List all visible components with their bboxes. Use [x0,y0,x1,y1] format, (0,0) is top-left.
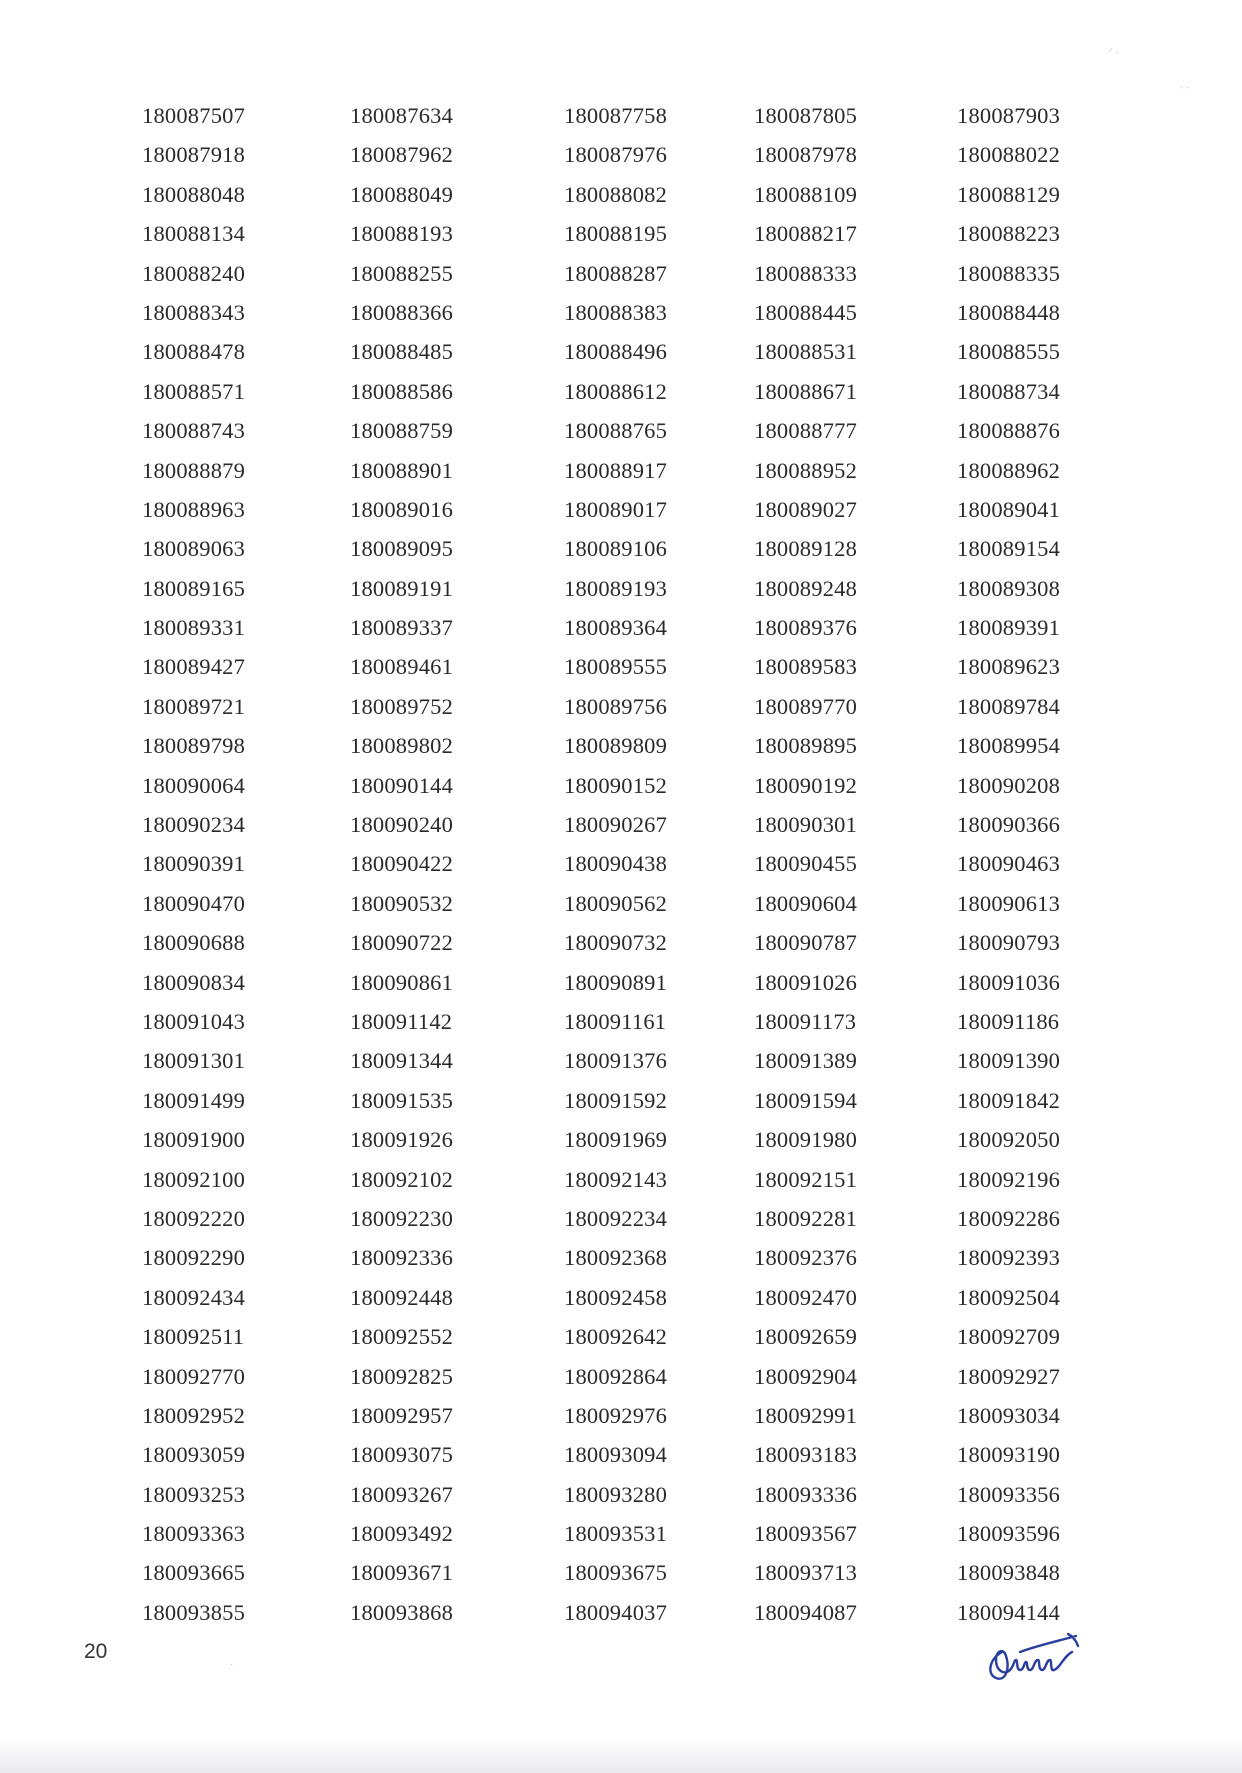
roll-number-cell: 180088048 [142,181,246,207]
roll-number-cell: 180090438 [564,851,668,877]
roll-number-cell: 180093713 [754,1560,858,1586]
roll-number-cell: 180088255 [350,260,454,286]
roll-number-cell: 180088555 [957,339,1061,365]
roll-number-cell: 180089016 [350,496,454,522]
roll-number-cell: 180090240 [350,812,454,838]
roll-number-row [0,451,1242,490]
roll-number-cell: 180093855 [142,1599,246,1625]
roll-number-cell: 180090144 [350,772,454,798]
roll-number-cell: 180088876 [957,418,1061,444]
roll-number-row [0,766,1242,805]
roll-number-cell: 180092904 [754,1363,858,1389]
roll-number-row [0,175,1242,214]
roll-number-cell: 180092336 [350,1245,454,1271]
roll-number-cell: 180092434 [142,1284,246,1310]
roll-number-row [0,884,1242,923]
roll-number-row [0,726,1242,765]
roll-number-cell: 180093363 [142,1521,246,1547]
roll-number-cell: 180093034 [957,1402,1061,1428]
roll-number-cell: 180090834 [142,969,246,995]
roll-number-cell: 180089337 [350,615,454,641]
roll-number-cell: 180093868 [350,1599,454,1625]
roll-number-cell: 180091142 [350,1008,453,1034]
roll-number-cell: 180091186 [957,1008,1060,1034]
roll-number-cell: 180088765 [564,418,668,444]
roll-number-cell: 180094037 [564,1599,668,1625]
roll-number-cell: 180090366 [957,812,1061,838]
roll-number-cell: 180090455 [754,851,858,877]
roll-number-row [0,1160,1242,1199]
roll-number-cell: 180092470 [754,1284,858,1310]
roll-number-cell: 180092825 [350,1363,454,1389]
roll-number-cell: 180092991 [754,1402,858,1428]
roll-number-row [0,1357,1242,1396]
roll-number-cell: 180087978 [754,142,858,168]
roll-number-cell: 180088571 [142,378,246,404]
roll-number-cell: 180092976 [564,1402,668,1428]
roll-number-cell: 180089364 [564,615,668,641]
roll-number-cell: 180088134 [142,221,246,247]
roll-number-cell: 180090463 [957,851,1061,877]
roll-number-cell: 180091036 [957,969,1061,995]
roll-number-cell: 180093356 [957,1481,1061,1507]
roll-number-cell: 180092927 [957,1363,1061,1389]
roll-number-row [0,293,1242,332]
roll-number-cell: 180089154 [957,536,1061,562]
roll-number-cell: 180088485 [350,339,454,365]
roll-number-cell: 180089331 [142,615,246,641]
roll-number-row [0,411,1242,450]
roll-number-cell: 180090064 [142,772,246,798]
roll-number-cell: 180092659 [754,1324,858,1350]
roll-number-cell: 180091043 [142,1008,246,1034]
roll-number-row [0,923,1242,962]
roll-number-cell: 180088366 [350,299,454,325]
roll-number-cell: 180088240 [142,260,246,286]
roll-number-cell: 180093665 [142,1560,246,1586]
roll-number-row [0,1081,1242,1120]
roll-number-cell: 180090532 [350,890,454,916]
roll-number-cell: 180092196 [957,1166,1061,1192]
scan-speck: ⸝ ˏ [1108,43,1119,54]
roll-number-cell: 180088049 [350,181,454,207]
roll-number-row [0,1514,1242,1553]
roll-number-row [0,214,1242,253]
roll-number-cell: 180093675 [564,1560,668,1586]
roll-number-cell: 180093183 [754,1442,858,1468]
roll-number-cell: 180092458 [564,1284,668,1310]
roll-number-cell: 180087634 [350,103,454,128]
roll-number-row [0,963,1242,1002]
roll-number-cell: 180088082 [564,181,668,207]
scan-speck: · [230,1660,234,1671]
roll-number-cell: 180089895 [754,733,858,759]
roll-number-cell: 180088962 [957,457,1061,483]
roll-number-cell: 180088478 [142,339,246,365]
roll-number-row [0,844,1242,883]
roll-number-cell: 180092102 [350,1166,454,1192]
roll-number-cell: 180092511 [142,1324,245,1350]
roll-number-row [0,687,1242,726]
roll-number-cell: 180093059 [142,1442,246,1468]
roll-number-row [0,135,1242,174]
signature-icon [980,1630,1090,1690]
roll-number-cell: 180088531 [754,339,858,365]
roll-number-cell: 180088022 [957,142,1061,168]
roll-number-cell: 180090861 [350,969,454,995]
roll-number-cell: 180091926 [350,1127,454,1153]
roll-number-cell: 180088383 [564,299,668,325]
roll-number-cell: 180087903 [957,103,1061,128]
roll-number-cell: 180087507 [142,103,246,128]
roll-number-row [0,1238,1242,1277]
roll-number-cell: 180089583 [754,654,858,680]
roll-number-cell: 180089041 [957,496,1061,522]
roll-number-cell: 180090562 [564,890,668,916]
roll-number-cell: 180090192 [754,772,858,798]
roll-number-cell: 180089095 [350,536,454,562]
roll-number-cell: 180093094 [564,1442,668,1468]
roll-number-cell: 180092642 [564,1324,668,1350]
roll-number-cell: 180089308 [957,575,1061,601]
roll-number-cell: 180091344 [350,1048,454,1074]
roll-number-cell: 180092151 [754,1166,858,1192]
roll-number-cell: 180092952 [142,1402,246,1428]
roll-number-cell: 180091301 [142,1048,246,1074]
roll-number-row [0,490,1242,529]
roll-number-cell: 180087976 [564,142,668,168]
roll-number-row [0,529,1242,568]
roll-number-cell: 180093336 [754,1481,858,1507]
roll-number-cell: 180090688 [142,930,246,956]
roll-number-cell: 180089391 [957,615,1061,641]
roll-number-cell: 180092393 [957,1245,1061,1271]
roll-number-cell: 180092448 [350,1284,454,1310]
roll-number-cell: 180090604 [754,890,858,916]
roll-number-cell: 180092504 [957,1284,1061,1310]
roll-number-cell: 180089193 [564,575,668,601]
roll-number-cell: 180088193 [350,221,454,247]
roll-number-cell: 180089954 [957,733,1061,759]
roll-number-cell: 180088901 [350,457,454,483]
roll-number-cell: 180088612 [564,378,668,404]
roll-number-cell: 180090152 [564,772,668,798]
roll-number-cell: 180090267 [564,812,668,838]
roll-number-cell: 180092220 [142,1205,246,1231]
roll-number-cell: 180090470 [142,890,246,916]
roll-number-row [0,1475,1242,1514]
roll-number-cell: 180088743 [142,418,246,444]
roll-number-cell: 180092100 [142,1166,246,1192]
roll-number-cell: 180092286 [957,1205,1061,1231]
roll-number-cell: 180093075 [350,1442,454,1468]
roll-number-cell: 180092770 [142,1363,246,1389]
roll-number-cell: 180092234 [564,1205,668,1231]
roll-number-cell: 180092281 [754,1205,858,1231]
roll-number-cell: 180093253 [142,1481,246,1507]
roll-number-cell: 180093671 [350,1560,454,1586]
roll-number-cell: 180091161 [564,1008,667,1034]
scan-edge-shadow [0,1739,1242,1773]
roll-number-cell: 180090787 [754,930,858,956]
roll-number-cell: 180089555 [564,654,668,680]
roll-number-cell: 180088496 [564,339,668,365]
roll-number-cell: 180089461 [350,654,454,680]
roll-number-cell: 180089191 [350,575,454,601]
roll-number-row [0,1553,1242,1592]
roll-number-row [0,1317,1242,1356]
roll-number-cell: 180091026 [754,969,858,995]
roll-number-cell: 180093492 [350,1521,454,1547]
roll-number-cell: 180092050 [957,1127,1061,1153]
roll-number-cell: 180090208 [957,772,1061,798]
roll-number-cell: 180089128 [754,536,858,562]
roll-number-cell: 180090234 [142,812,246,838]
roll-number-cell: 180090613 [957,890,1061,916]
roll-number-cell: 180091389 [754,1048,858,1074]
page-number: 20 [84,1640,108,1663]
roll-number-cell: 180088195 [564,221,668,247]
roll-number-cell: 180091969 [564,1127,668,1153]
roll-number-cell: 180088952 [754,457,858,483]
roll-number-cell: 180088217 [754,221,858,247]
roll-number-cell: 180088586 [350,378,454,404]
roll-number-cell: 180088129 [957,181,1061,207]
roll-number-cell: 180090722 [350,930,454,956]
roll-number-cell: 180089248 [754,575,858,601]
roll-number-cell: 180089063 [142,536,246,562]
roll-number-cell: 180092709 [957,1324,1061,1350]
roll-number-cell: 180088777 [754,418,858,444]
roll-number-cell: 180089165 [142,575,246,601]
roll-number-cell: 180089784 [957,693,1061,719]
roll-number-cell: 180094144 [957,1599,1061,1625]
roll-number-cell: 180093596 [957,1521,1061,1547]
roll-number-cell: 180092290 [142,1245,246,1271]
roll-number-cell: 180092230 [350,1205,454,1231]
roll-number-cell: 180088759 [350,418,454,444]
roll-number-cell: 180089798 [142,733,246,759]
roll-number-cell: 180088223 [957,221,1061,247]
roll-number-cell: 180089376 [754,615,858,641]
roll-number-cell: 180089770 [754,693,858,719]
roll-number-row [0,332,1242,371]
roll-number-cell: 180088671 [754,378,858,404]
roll-number-cell: 180087918 [142,142,246,168]
roll-number-cell: 180091499 [142,1087,246,1113]
roll-number-cell: 180089623 [957,654,1061,680]
roll-number-cell: 180089106 [564,536,668,562]
roll-number-cell: 180093531 [564,1521,668,1547]
roll-number-row [0,1396,1242,1435]
roll-number-cell: 180088287 [564,260,668,286]
roll-number-cell: 180088445 [754,299,858,325]
roll-number-cell: 180091592 [564,1087,668,1113]
roll-number-row [0,805,1242,844]
roll-number-row [0,372,1242,411]
roll-number-cell: 180091390 [957,1048,1061,1074]
roll-number-row [0,254,1242,293]
roll-number-cell: 180091535 [350,1087,454,1113]
roll-number-cell: 180089809 [564,733,668,759]
roll-number-grid [0,96,1242,1632]
roll-number-cell: 180087758 [564,103,668,128]
roll-number-row [0,647,1242,686]
roll-number-cell: 180088963 [142,496,246,522]
roll-number-cell: 180092957 [350,1402,454,1428]
roll-number-row [0,1120,1242,1159]
roll-number-cell: 180092368 [564,1245,668,1271]
roll-number-cell: 180088109 [754,181,858,207]
roll-number-cell: 180088917 [564,457,668,483]
roll-number-row [0,608,1242,647]
roll-number-cell: 180088734 [957,378,1061,404]
roll-number-cell: 180091842 [957,1087,1061,1113]
roll-number-cell: 180093848 [957,1560,1061,1586]
roll-number-cell: 180090891 [564,969,668,995]
roll-number-cell: 180088335 [957,260,1061,286]
roll-number-cell: 180090422 [350,851,454,877]
roll-number-cell: 180090732 [564,930,668,956]
roll-number-row [0,96,1242,135]
roll-number-cell: 180088333 [754,260,858,286]
roll-number-cell: 180089017 [564,496,668,522]
roll-number-cell: 180093267 [350,1481,454,1507]
roll-number-cell: 180092864 [564,1363,668,1389]
roll-number-row [0,1199,1242,1238]
roll-number-row [0,1041,1242,1080]
roll-number-cell: 180089752 [350,693,454,719]
roll-number-cell: 180088879 [142,457,246,483]
roll-number-cell: 180089756 [564,693,668,719]
roll-number-cell: 180091900 [142,1127,246,1153]
roll-number-cell: 180090793 [957,930,1061,956]
roll-number-cell: 180091173 [754,1008,857,1034]
roll-number-cell: 180093190 [957,1442,1061,1468]
roll-number-cell: 180091376 [564,1048,668,1074]
roll-number-cell: 180094087 [754,1599,858,1625]
roll-number-cell: 180090301 [754,812,858,838]
roll-number-cell: 180089427 [142,654,246,680]
roll-number-row [0,1002,1242,1041]
roll-number-cell: 180091594 [754,1087,858,1113]
roll-number-cell: 180088343 [142,299,246,325]
roll-number-cell: 180090391 [142,851,246,877]
roll-number-row [0,1278,1242,1317]
roll-number-cell: 180089721 [142,693,246,719]
roll-number-row [0,1593,1242,1632]
roll-number-cell: 180093567 [754,1521,858,1547]
roll-number-cell: 180092552 [350,1324,454,1350]
scan-speck: ˎ ˏ [1180,78,1190,89]
roll-number-cell: 180089802 [350,733,454,759]
roll-number-cell: 180089027 [754,496,858,522]
roll-number-cell: 180087805 [754,103,858,128]
roll-number-row [0,1435,1242,1474]
roll-number-cell: 180093280 [564,1481,668,1507]
roll-number-row [0,569,1242,608]
roll-number-cell: 180091980 [754,1127,858,1153]
roll-number-cell: 180092376 [754,1245,858,1271]
roll-number-cell: 180087962 [350,142,454,168]
roll-number-cell: 180092143 [564,1166,668,1192]
roll-number-cell: 180088448 [957,299,1061,325]
